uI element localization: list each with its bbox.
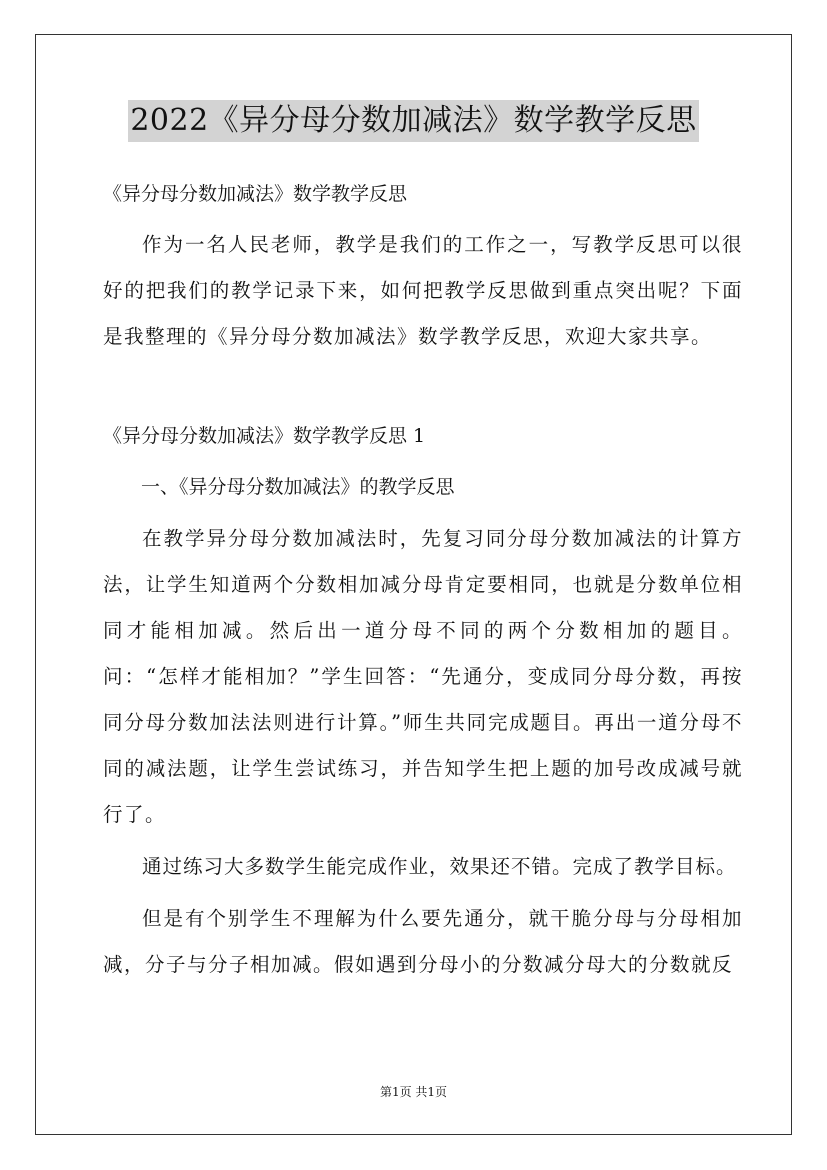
document-title: 2022《异分母分数加减法》数学教学反思: [128, 100, 698, 142]
page-footer: 第1页 共1页: [379, 1085, 448, 1099]
intro-paragraph: 作为一名人民老师，教学是我们的工作之一，写教学反思可以很好的把我们的教学记录下来，如何把教学反思做到重点突出呢？下面是我整理的《异分母分数加减法》数学教学反思，欢迎大家共享。: [103, 233, 743, 348]
document-body: [103, 172, 743, 988]
body-paragraph: 在教学异分母分数加减法时，先复习同分母分数加减法的计算方法，让学生知道两个分数相加减分母肯定要相同，也就是分数单位相同才能相加减。然后出一道分母不同的两个分数相加的题目。问：“怎样才能相加？”学生回答：“先通分，变成同分母分数，再按同分母分数加法法则进行计算。”师生共同完成题目。再出一道分母不同的减法题，让学生尝试练习，并告知学生把上题的加号改成减号就行了。: [103, 527, 743, 826]
section-title: 《异分母分数加减法》数学教学反思 1: [103, 425, 426, 447]
document-subtitle: 《异分母分数加减法》数学教学反思: [103, 183, 408, 205]
section-heading: 一、《异分母分数加减法》的教学反思: [141, 476, 455, 498]
body-paragraph: 但是有个别学生不理解为什么要先通分，就干脆分母与分母相加减，分子与分子相加减。假如遇到分母小的分数减分母大的分数就反: [103, 907, 743, 976]
title-container: [0, 100, 827, 142]
body-paragraph: 通过练习大多数学生能完成作业，效果还不错。完成了教学目标。: [142, 855, 737, 878]
